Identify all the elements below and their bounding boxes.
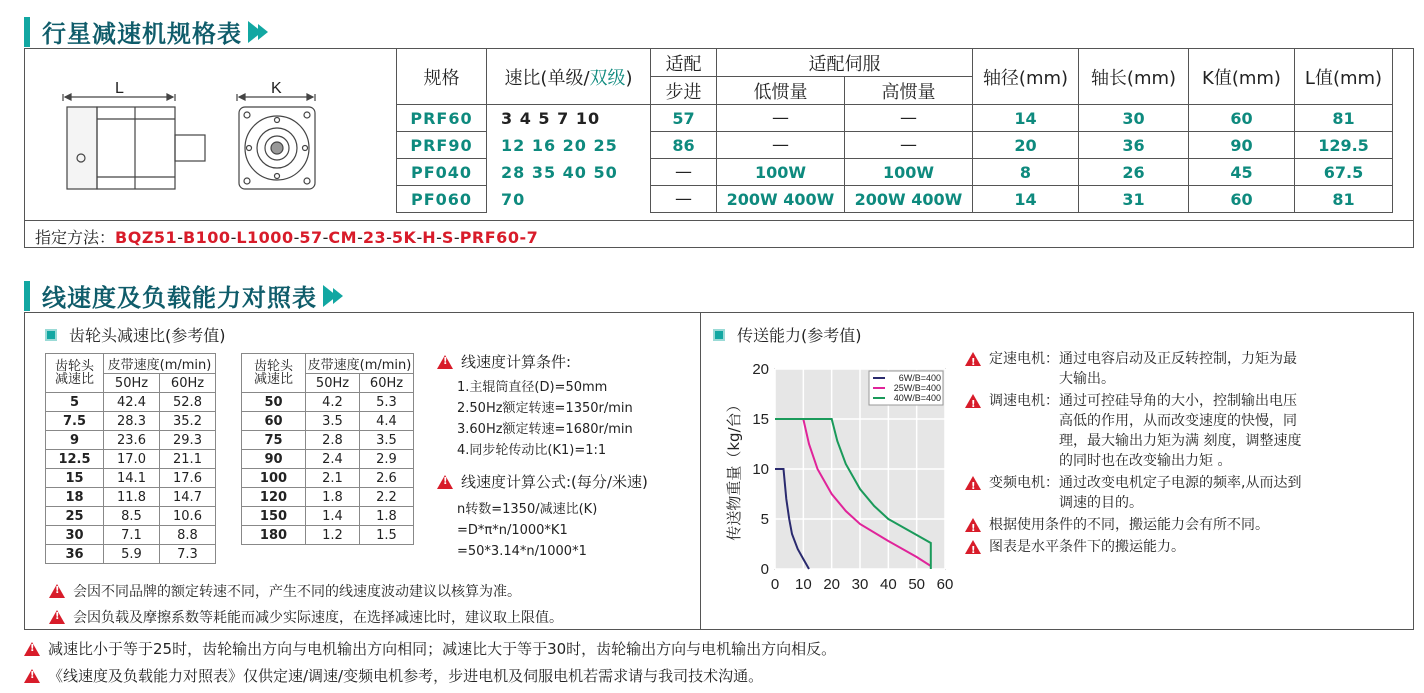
condition-line: 1.主辊筒直径(D)=50mm — [457, 380, 608, 395]
warning-brand — [49, 581, 521, 601]
cell-l: 129.5 — [1295, 132, 1393, 159]
convey-chart — [705, 347, 955, 617]
legend-label: 25W/B=400 — [893, 383, 941, 393]
note-line: 的同时也在改变输出力矩 。 — [1059, 453, 1232, 469]
method-part: H — [422, 228, 437, 247]
title-bar — [24, 17, 30, 47]
speed-60hz-cell: 10.6 — [160, 507, 216, 526]
cell-k: 90 — [1189, 132, 1295, 159]
convey-panel-title — [713, 323, 862, 346]
condition-list — [457, 377, 633, 461]
speed-60hz-cell: 4.4 — [360, 412, 414, 431]
table-row — [46, 450, 216, 469]
y-tick-label: 15 — [752, 411, 769, 428]
method-sep: - — [177, 228, 183, 247]
gear-panel-title — [45, 323, 226, 346]
ratio-double: 28 35 40 50 — [487, 159, 651, 186]
warning-icon — [49, 610, 65, 624]
x-tick-label: 10 — [794, 576, 812, 593]
method-sep: - — [436, 228, 442, 247]
header-60hz: 60Hz — [360, 374, 414, 393]
method-sep: - — [453, 228, 460, 247]
speed-50hz-cell: 28.3 — [104, 412, 160, 431]
note-inverter — [965, 473, 1301, 513]
ratio-table-1 — [45, 353, 216, 564]
cell-stepper: — — [651, 159, 717, 186]
cell-low: — — [717, 105, 845, 132]
y-tick-label: 0 — [760, 561, 769, 578]
speed-50hz-cell: 7.1 — [104, 526, 160, 545]
cell-l: 67.5 — [1295, 159, 1393, 186]
warning-icon — [965, 476, 981, 490]
header-l: L值(mm) — [1295, 49, 1393, 105]
y-tick-label: 20 — [752, 361, 769, 378]
bottom-note-text: 减速比小于等于25时，齿轮输出方向与电机输出方向相同；减速比大于等于30时，齿轮输出方向与电机输出方向相反。 — [48, 640, 837, 658]
ratio-cell: 36 — [46, 545, 104, 564]
cell-shaft-l: 31 — [1079, 186, 1189, 213]
arrow-icon — [333, 288, 343, 304]
formula-line: n转数=1350/减速比(K) — [457, 502, 598, 517]
header-servo: 适配伺服 — [717, 49, 973, 77]
method-sep: - — [322, 228, 329, 247]
warning-text: 会因不同品牌的额定转速不同，产生不同的线速度波动建议以核算为准。 — [73, 584, 521, 600]
panel-divider — [700, 313, 701, 629]
speed-50hz-cell: 2.4 — [306, 450, 360, 469]
speed-50hz-cell: 2.1 — [306, 469, 360, 488]
formula-line: =D*π*n/1000*K1 — [457, 523, 568, 538]
designation-method — [25, 220, 1413, 248]
table-row — [46, 412, 216, 431]
warning-icon — [437, 475, 453, 489]
header-stepper-2: 步进 — [651, 77, 717, 105]
arrow-icon — [258, 24, 268, 40]
table-row — [242, 507, 414, 526]
row-model: PRF90 — [397, 132, 487, 159]
formula-title-text: 线速度计算公式:(每分/米速) — [461, 473, 648, 491]
warning-icon — [49, 584, 65, 598]
speed-50hz-cell: 42.4 — [104, 393, 160, 412]
header-speed: 皮带速度(m/min) — [306, 354, 414, 374]
speed-50hz-cell: 17.0 — [104, 450, 160, 469]
speed-60hz-cell: 2.6 — [360, 469, 414, 488]
ratio-cell: 50 — [242, 393, 306, 412]
square-icon — [713, 329, 725, 341]
ratio-cell: 150 — [242, 507, 306, 526]
speed-60hz-cell: 1.5 — [360, 526, 414, 545]
warning-icon — [965, 540, 981, 554]
convey-panel-title-text: 传送能力(参考值) — [737, 326, 862, 345]
formula-title — [437, 471, 648, 492]
table-row — [46, 526, 216, 545]
x-tick-label: 40 — [879, 576, 897, 593]
note-label: 定速电机： — [989, 351, 1059, 367]
ratio-cell: 25 — [46, 507, 104, 526]
condition-line: 2.50Hz额定转速=1350r/min — [457, 401, 633, 416]
header-50hz: 50Hz — [104, 374, 160, 393]
note-line: 理，最大输出力矩为满 刻度，调整速度 — [1059, 433, 1302, 449]
ratio-cell: 180 — [242, 526, 306, 545]
cell-high: 200W 400W — [845, 186, 973, 213]
speed-50hz-cell: 4.2 — [306, 393, 360, 412]
speed-60hz-cell: 17.6 — [160, 469, 216, 488]
cell-k: 45 — [1189, 159, 1295, 186]
method-label: 指定方法： — [35, 228, 116, 247]
method-part: L1000 — [236, 228, 294, 247]
cell-stepper: — — [651, 186, 717, 213]
method-sep: - — [416, 228, 423, 247]
speed-load-panel — [24, 312, 1414, 630]
speed-50hz-cell: 1.8 — [306, 488, 360, 507]
header-shaft-diameter: 轴径(mm) — [973, 49, 1079, 105]
header-low-inertia: 低惯量 — [717, 77, 845, 105]
speed-60hz-cell: 5.3 — [360, 393, 414, 412]
table-row — [242, 412, 414, 431]
y-axis-label: 传送物重量（kg/台） — [725, 397, 743, 541]
warning-icon — [437, 355, 453, 369]
bottom-note-2 — [24, 665, 763, 686]
method-sep: - — [293, 228, 300, 247]
method-part: 5K — [391, 228, 417, 247]
note-horizontal — [965, 537, 1301, 557]
speed-50hz-cell: 14.1 — [104, 469, 160, 488]
cell-shaft-l: 26 — [1079, 159, 1189, 186]
speed-60hz-cell: 2.2 — [360, 488, 414, 507]
ratio-table-2 — [241, 353, 414, 545]
legend-label: 40W/B=400 — [893, 393, 941, 403]
speed-50hz-cell: 11.8 — [104, 488, 160, 507]
warning-text: 会因负载及摩擦系数等耗能而减少实际速度，在选择减速比时，建议取上限值。 — [73, 610, 563, 626]
table-row — [46, 488, 216, 507]
ratio-single: 3 4 5 7 10 — [487, 105, 651, 132]
speed-60hz-cell: 52.8 — [160, 393, 216, 412]
table-row — [242, 393, 414, 412]
header-k: K值(mm) — [1189, 49, 1295, 105]
method-part: PRF60-7 — [459, 228, 539, 247]
cell-high: — — [845, 132, 973, 159]
ratio-double: 12 16 20 25 — [487, 132, 651, 159]
cell-shaft-l: 36 — [1079, 132, 1189, 159]
speed-60hz-cell: 8.8 — [160, 526, 216, 545]
title-bar — [24, 281, 30, 311]
speed-60hz-cell: 29.3 — [160, 431, 216, 450]
cell-shaft-d: 14 — [973, 186, 1079, 213]
cell-shaft-l: 30 — [1079, 105, 1189, 132]
dimension-k-label: K — [271, 80, 282, 97]
ratio-cell: 30 — [46, 526, 104, 545]
row-model: PRF60 — [397, 105, 487, 132]
speed-50hz-cell: 1.4 — [306, 507, 360, 526]
speed-50hz-cell: 23.6 — [104, 431, 160, 450]
ratio-double: 70 — [487, 186, 651, 213]
section-title-spec — [24, 14, 268, 49]
y-tick-label: 5 — [760, 511, 769, 528]
speed-60hz-cell: 7.3 — [160, 545, 216, 564]
reducer-drawing — [25, 49, 395, 219]
table-row — [242, 526, 414, 545]
bottom-note-1 — [24, 638, 836, 659]
speed-60hz-cell: 14.7 — [160, 488, 216, 507]
cell-shaft-d: 14 — [973, 105, 1079, 132]
speed-60hz-cell: 2.9 — [360, 450, 414, 469]
note-line: 通过电容启动及正反转控制，力矩为最 — [1059, 351, 1297, 367]
warning-icon — [965, 394, 981, 408]
x-tick-label: 30 — [851, 576, 869, 593]
cell-l: 81 — [1295, 186, 1393, 213]
section-title-speed — [24, 278, 343, 313]
method-part: 23 — [362, 228, 387, 247]
ratio-cell: 9 — [46, 431, 104, 450]
x-tick-label: 50 — [908, 576, 926, 593]
warning-icon — [24, 669, 40, 683]
section-title-text: 行星减速机规格表 — [42, 20, 242, 48]
cell-high: 100W — [845, 159, 973, 186]
row-model: PF060 — [397, 186, 487, 213]
header-50hz: 50Hz — [306, 374, 360, 393]
cell-low: 100W — [717, 159, 845, 186]
warning-load — [49, 607, 563, 627]
header-ratio-double: 双级 — [589, 67, 626, 89]
ratio-cell: 5 — [46, 393, 104, 412]
table-row — [46, 545, 216, 564]
cell-l: 81 — [1295, 105, 1393, 132]
method-part: CM — [328, 228, 358, 247]
legend-label: 6W/B=400 — [898, 373, 941, 383]
ratio-cell: 100 — [242, 469, 306, 488]
convey-notes — [965, 349, 1301, 557]
x-tick-label: 60 — [936, 576, 954, 593]
x-tick-label: 20 — [823, 576, 841, 593]
table-row — [46, 393, 216, 412]
cell-low: 200W 400W — [717, 186, 845, 213]
row-model: PF040 — [397, 159, 487, 186]
note-line: 图表是水平条件下的搬运能力。 — [989, 539, 1185, 555]
gear-panel-title-text: 齿轮头减速比(参考值) — [69, 326, 226, 345]
note-variable-speed — [965, 391, 1301, 471]
method-part: B100 — [182, 228, 231, 247]
speed-60hz-cell: 3.5 — [360, 431, 414, 450]
header-ratio: 齿轮头 减速比 — [46, 354, 104, 393]
speed-60hz-cell: 35.2 — [160, 412, 216, 431]
header-high-inertia: 高惯量 — [845, 77, 973, 105]
table-row — [46, 469, 216, 488]
speed-50hz-cell: 1.2 — [306, 526, 360, 545]
note-line: 高低的作用，从而改变速度的快慢，同 — [1059, 413, 1297, 429]
warning-icon — [965, 352, 981, 366]
cell-stepper: 57 — [651, 105, 717, 132]
cell-shaft-d: 20 — [973, 132, 1079, 159]
cell-high: — — [845, 105, 973, 132]
ratio-cell: 90 — [242, 450, 306, 469]
table-row — [242, 431, 414, 450]
method-part: S — [441, 228, 454, 247]
note-label: 调速电机： — [989, 393, 1059, 409]
x-tick-label: 0 — [770, 576, 780, 593]
method-sep: - — [357, 228, 363, 247]
formula-list — [457, 499, 597, 562]
ratio-cell: 18 — [46, 488, 104, 507]
condition-line: 4.同步轮传动比(K1)=1:1 — [457, 443, 607, 458]
note-line: 根据使用条件的不同，搬运能力会有所不同。 — [989, 517, 1269, 533]
header-speed: 皮带速度(m/min) — [104, 354, 216, 374]
warning-icon — [965, 518, 981, 532]
ratio-cell: 60 — [242, 412, 306, 431]
formula-line: =50*3.14*n/1000*1 — [457, 544, 587, 559]
section-title-text: 线速度及负载能力对照表 — [42, 284, 317, 312]
cell-low: — — [717, 132, 845, 159]
note-line: 调速的目的。 — [1059, 495, 1143, 511]
dimension-l-label: L — [115, 80, 124, 97]
table-row — [242, 488, 414, 507]
header-stepper-1: 适配 — [651, 49, 717, 77]
table-row — [46, 507, 216, 526]
header-shaft-length: 轴长(mm) — [1079, 49, 1189, 105]
method-part: 57 — [299, 228, 323, 247]
table-row — [242, 450, 414, 469]
table-row — [46, 431, 216, 450]
cell-stepper: 86 — [651, 132, 717, 159]
method-part: BQZ51 — [115, 228, 178, 247]
header-ratio: 速比(单级/双级) — [487, 49, 651, 105]
speed-50hz-cell: 2.8 — [306, 431, 360, 450]
note-line: 通过可控硅导角的大小，控制输出电压 — [1059, 393, 1297, 409]
note-conditions — [965, 515, 1301, 535]
header-60hz: 60Hz — [160, 374, 216, 393]
note-line: 大输出。 — [1059, 371, 1115, 387]
condition-title-text: 线速度计算条件: — [461, 353, 572, 371]
warning-icon — [24, 642, 40, 656]
bottom-note-text: 《线速度及负载能力对照表》仅供定速/调速/变频电机参考，步进电机及伺服电机若需求请与我司技术沟通。 — [48, 667, 764, 685]
speed-60hz-cell: 21.1 — [160, 450, 216, 469]
cell-k: 60 — [1189, 105, 1295, 132]
ratio-cell: 120 — [242, 488, 306, 507]
y-tick-label: 10 — [752, 461, 769, 478]
speed-60hz-cell: 1.8 — [360, 507, 414, 526]
square-icon — [45, 329, 57, 341]
cell-k: 60 — [1189, 186, 1295, 213]
method-sep: - — [386, 228, 392, 247]
ratio-cell: 75 — [242, 431, 306, 450]
table-row — [242, 469, 414, 488]
speed-50hz-cell: 8.5 — [104, 507, 160, 526]
ratio-cell: 7.5 — [46, 412, 104, 431]
speed-50hz-cell: 5.9 — [104, 545, 160, 564]
spec-table — [396, 48, 1393, 213]
header-model: 规格 — [397, 49, 487, 105]
header-ratio: 齿轮头 减速比 — [242, 354, 306, 393]
ratio-cell: 15 — [46, 469, 104, 488]
note-label: 变频电机： — [989, 475, 1059, 491]
method-sep: - — [230, 228, 237, 247]
condition-title — [437, 351, 571, 372]
note-line: 通过改变电机定子电源的频率,从而达到 — [1059, 475, 1302, 491]
speed-50hz-cell: 3.5 — [306, 412, 360, 431]
cell-shaft-d: 8 — [973, 159, 1079, 186]
condition-line: 3.60Hz额定转速=1680r/min — [457, 422, 633, 437]
spec-panel — [24, 48, 1414, 248]
ratio-cell: 12.5 — [46, 450, 104, 469]
note-fixed-speed — [965, 349, 1301, 389]
